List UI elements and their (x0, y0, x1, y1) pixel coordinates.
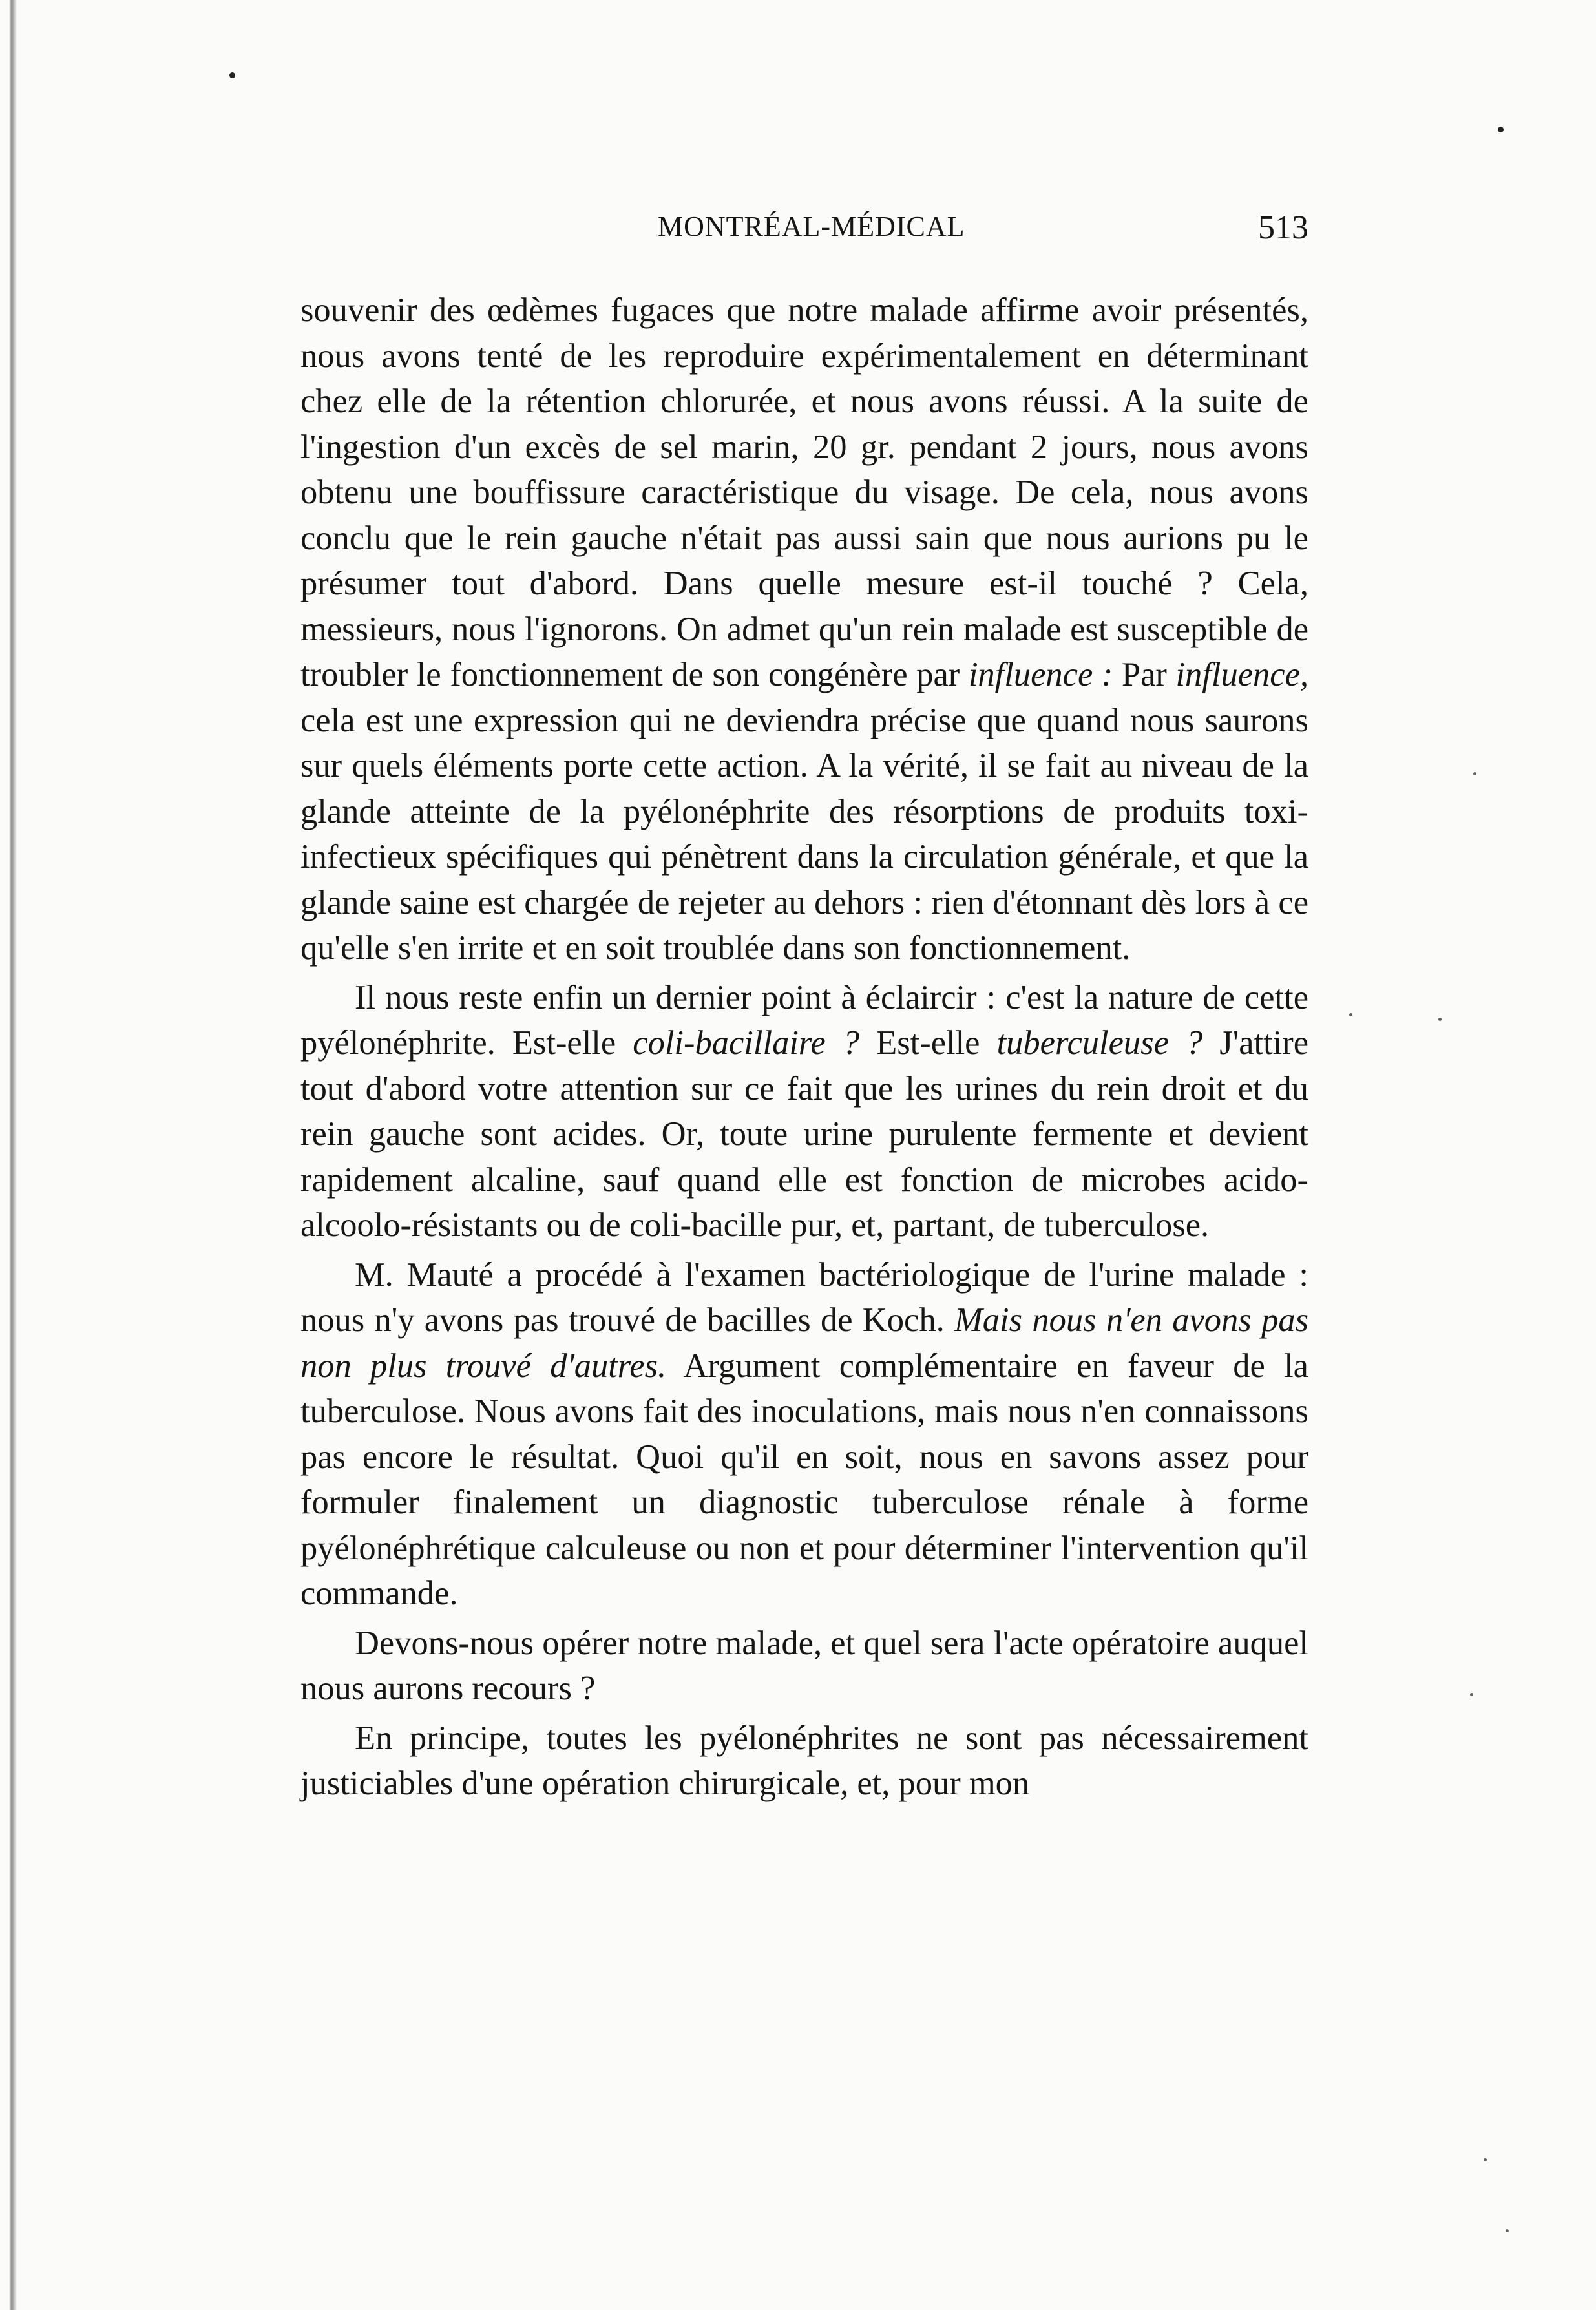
emphasis-influence-2: influence, (1175, 656, 1308, 693)
paragraph-4: Devons-nous opérer notre malade, et quel sera l'acte opératoire auquel nous aurons recours ? (300, 1624, 1308, 1707)
paragraph-1-end: cela est une expression qui ne deviendra précise que quand nous saurons sur quels éléments porte cette action. A la vérité, il se fait au niveau de la glande atteinte de la pyélonéphrite des résorptions de produits toxi-infectieux spécifiques qui pénètrent dans la circulation générale, et que la glande saine est chargée de rejeter au dehors : rien d'étonnant dès lors à ce qu'elle s'en irrite et en soit troublée dans son fonctionnement. (300, 701, 1308, 967)
ink-speck (1484, 2158, 1487, 2161)
paragraph-1-mid: Par (1121, 656, 1167, 693)
ink-speck (1470, 1693, 1473, 1696)
paragraph-1 (300, 288, 1308, 971)
paragraph-3-text: M. Mauté a procédé à l'examen bactériologique de l'urine malade : nous n'y avons pas trouvé de bacilles de Koch. (300, 1255, 1308, 1339)
emphasis-influence: influence : (968, 656, 1113, 693)
paragraph-5: En principe, toutes les pyélonéphrites ne sont pas nécessairement justiciables d'une opération chirurgicale, et, pour mon (300, 1719, 1308, 1802)
emphasis-coli-bacillaire: coli-bacillaire ? (633, 1024, 860, 1062)
ink-speck (1349, 1013, 1352, 1016)
ink-speck (1506, 2229, 1509, 2232)
emphasis-mais-nous: Mais nous n'en avons pas non plus trouvé d'autres. (300, 1301, 1309, 1385)
ink-speck (229, 72, 235, 78)
paragraph-1-text: souvenir des œdèmes fugaces que notre malade affirme avoir présentés, nous avons tenté de les reproduire expérimentalement en déterminant chez elle de la rétention chlorurée, et nous avons réussi. A la suite de l'ingestion d'un excès de sel marin, 20 gr. pendant 2 jours, nous avons obtenu une bouffissure caractéristique du visage. De cela, nous avons conclu que le rein gauche n'était pas aussi sain que nous aurions pu le présumer tout d'abord. Dans quelle mesure est-il touché ? Cela, messieurs, nous l'ignorons. On admet qu'un rein malade est susceptible de troubler le fonctionnement de son congénère par (300, 291, 1308, 693)
paragraph-2-mid: Est-elle (876, 1024, 980, 1062)
paragraph-3-end: Argument complémentaire en faveur de la tuberculose. Nous avons fait des inoculations, mais nous n'en connaissons pas encore le résultat. Quoi qu'il en soit, nous en savons assez pour formuler finalement un diagnostic tuberculose rénale à forme pyélonéphrétique calculeuse ou non et pour déterminer l'intervention qu'il commande. (300, 1347, 1308, 1612)
ink-speck (1498, 127, 1504, 132)
running-head: MONTRÉAL-MÉDICAL (658, 211, 965, 242)
ink-speck (1473, 772, 1476, 775)
ink-speck (1438, 1018, 1442, 1021)
emphasis-tuberculeuse: tuberculeuse ? (996, 1024, 1203, 1062)
paragraph-3 (300, 1252, 1308, 1617)
page-number: 513 (1258, 209, 1308, 246)
page-header (300, 210, 1308, 262)
paragraph-2-end: J'attire tout d'abord votre attention sur ce fait que les urines du rein droit et du rein gauche sont acides. Or, toute urine purulente fermente et devient rapidement alcaline, sauf quand elle est fonction de microbes acido-alcoolo-résistants ou de coli-bacille pur, et, partant, de tuberculose. (300, 1024, 1309, 1244)
page-binding-edge (0, 0, 40, 2310)
body-text (300, 288, 1308, 2045)
paragraph-2 (300, 975, 1308, 1248)
paragraph-2-text: Il nous reste enfin un dernier point à éclaircir : c'est la nature de cette pyélonéphrite. Est-elle (300, 978, 1308, 1062)
